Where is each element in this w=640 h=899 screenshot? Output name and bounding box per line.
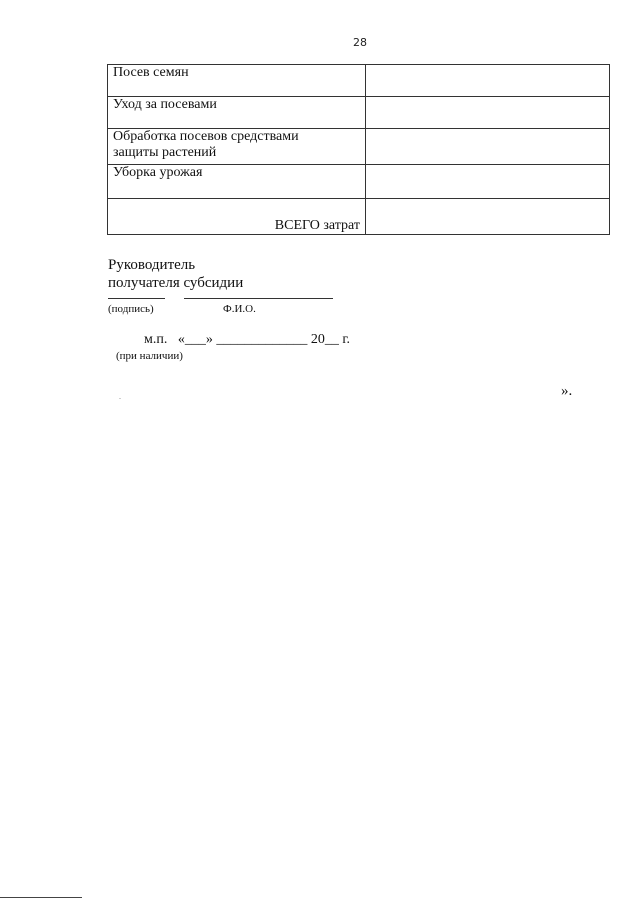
- table-row: [108, 129, 610, 165]
- table-total-row: [108, 199, 610, 235]
- total-label: ВСЕГО затрат: [108, 199, 366, 235]
- page-number: 28: [353, 36, 367, 49]
- signatory-role-line: Руководитель: [108, 257, 196, 273]
- table-row: [108, 165, 610, 199]
- scan-speck: [119, 398, 121, 399]
- signatory-role-line: получателя субсидии: [108, 275, 244, 291]
- cost-item-value-cell: [366, 129, 610, 165]
- stamp-date-line: м.п. «___» _____________ 20__ г.: [144, 332, 351, 347]
- name-line: [184, 298, 333, 299]
- total-value-cell: [366, 199, 610, 235]
- table-row: [108, 65, 610, 97]
- footer-rule: [0, 897, 82, 898]
- cost-item-label: [108, 65, 366, 97]
- closing-quote: ».: [561, 383, 573, 399]
- cost-item-label: [108, 97, 366, 129]
- cost-item-value-cell: [366, 65, 610, 97]
- table-row: [108, 97, 610, 129]
- stamp-presence-caption: (при наличии): [116, 350, 183, 362]
- cost-item-label-line: Посев семян: [113, 65, 189, 80]
- name-caption: Ф.И.О.: [223, 303, 256, 315]
- signature-caption: (подпись): [108, 303, 154, 315]
- cost-item-label-line: Обработка посевов средствами: [113, 129, 299, 144]
- cost-item-label-line: Уход за посевами: [113, 97, 217, 112]
- cost-item-value-cell: [366, 165, 610, 199]
- cost-item-label-line: Уборка урожая: [113, 165, 203, 180]
- cost-item-value-cell: [366, 97, 610, 129]
- signatory-title: [108, 256, 243, 292]
- cost-item-label: [108, 165, 366, 199]
- signature-line: [108, 298, 165, 299]
- cost-item-label-line: защиты растений: [113, 145, 217, 160]
- cost-table: [107, 64, 610, 235]
- cost-item-label: [108, 129, 366, 165]
